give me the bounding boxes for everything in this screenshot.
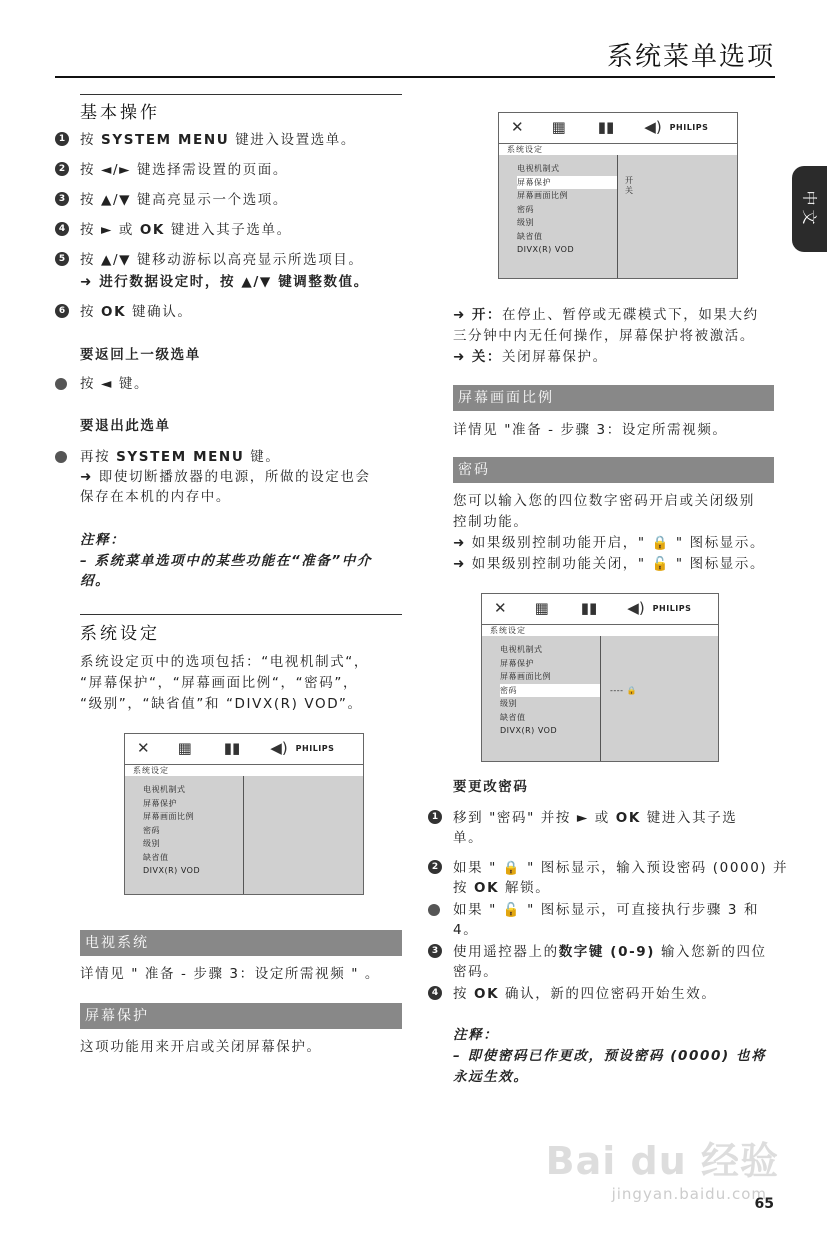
- grid-icon: ▦: [534, 599, 549, 617]
- menu-item-selected: 屏幕保护: [517, 176, 617, 190]
- on-label: 开：: [471, 307, 503, 323]
- system-setup-title: 系统设定: [80, 624, 160, 644]
- speaker-icon: ▮▮: [597, 118, 615, 136]
- s2c: 解锁。: [499, 880, 551, 896]
- step-number: 3: [428, 944, 442, 958]
- menu-list: [517, 162, 617, 257]
- step-number: 6: [55, 304, 69, 318]
- step4-post: 键进入其子选单。: [165, 222, 292, 238]
- tools-icon: ✕: [494, 599, 507, 617]
- password-note-2: 永远生效。: [453, 1069, 529, 1085]
- back-title: 要返回上一级选单: [80, 347, 201, 363]
- step-number: 3: [55, 192, 69, 206]
- step-number: 2: [55, 162, 69, 176]
- password-b2: ➜ 如果级别控制功能关闭，" 🔓 " 图标显示。: [453, 556, 766, 572]
- step-text: [80, 302, 192, 322]
- speaker-icon: ▮▮: [580, 599, 598, 617]
- back-text: 按 ◄ 键。: [80, 376, 150, 392]
- menu-screen-password: [481, 593, 719, 762]
- change-password-title: 要更改密码: [453, 779, 529, 795]
- step-number: 2: [428, 860, 442, 874]
- s5a: 按: [453, 986, 474, 1002]
- step-text: 按 ▲/▼ 键高亮显示一个选项。: [80, 192, 288, 208]
- exit-note-2: 保存在本机的内存中。: [80, 489, 231, 505]
- menu-item: 电视机制式: [517, 164, 560, 173]
- tools-icon: ✕: [511, 118, 524, 136]
- password-bar: 密码: [453, 457, 774, 483]
- menu-divider: [243, 776, 244, 894]
- menu-divider: [600, 636, 601, 761]
- s1b: 键进入其子选: [640, 810, 738, 826]
- bullet: [55, 378, 67, 390]
- change-step-2-cont: [453, 878, 550, 898]
- step-number: 1: [55, 132, 69, 146]
- menu-divider: [617, 155, 618, 278]
- step-number: 4: [55, 222, 69, 236]
- change-step-3: [453, 942, 767, 962]
- screensaver-text: 这项功能用来开启或关闭屏幕保护。: [80, 1039, 322, 1055]
- step4-pre: 按 ► 或: [80, 222, 140, 238]
- menu-icon-bar: [482, 594, 718, 622]
- section-rule: [80, 94, 402, 95]
- step6-key: OK: [101, 304, 127, 320]
- menu-body: [125, 776, 363, 894]
- title-rule: [55, 76, 775, 78]
- step-text: 按 ◄/► 键选择需设置的页面。: [80, 162, 288, 178]
- s2b: 按: [453, 880, 474, 896]
- menu-item: DIVX(R) VOD: [143, 866, 201, 875]
- bullet: [428, 904, 440, 916]
- change-step-1: [453, 808, 737, 828]
- menu-item: 密码: [517, 204, 534, 214]
- menu-item: 电视机制式: [500, 645, 543, 654]
- password-value: ----: [610, 686, 624, 695]
- exit-note-1: ➜ 即使切断播放器的电源，所做的设定也会: [80, 469, 371, 485]
- basic-title: 基本操作: [80, 103, 160, 123]
- system-setup-p1: 系统设定页中的选项包括：“电视机制式“，: [80, 654, 369, 670]
- menu-icon-bar: [125, 734, 363, 762]
- s1a: 移到 "密码" 并按 ► 或: [453, 810, 616, 826]
- grid-icon: ▦: [551, 118, 566, 136]
- tv-system-bar: 电视系统: [80, 930, 402, 956]
- change-bullet-cont: 4。: [453, 922, 479, 938]
- bullet: [55, 451, 67, 463]
- page-number: 65: [754, 1196, 774, 1212]
- step-number: 5: [55, 252, 69, 266]
- s5b: 确认，新的四位密码开始生效。: [499, 986, 717, 1002]
- exit-pre: 再按: [80, 449, 117, 465]
- password-p1: 您可以输入您的四位数字密码开启或关闭级别: [453, 493, 755, 509]
- menu-subtitle: 系统设定: [499, 143, 737, 156]
- section-rule: [80, 614, 402, 615]
- step-text: [80, 130, 356, 150]
- step1-pre: 按: [80, 132, 101, 148]
- page-title: 系统菜单选项: [606, 42, 775, 72]
- password-note-label: 注释：: [453, 1027, 499, 1043]
- password-field: [610, 684, 637, 698]
- exit-post: 键。: [244, 449, 281, 465]
- brand-label: PHILIPS: [295, 743, 335, 753]
- tools-icon: ✕: [137, 739, 150, 757]
- language-tab-label: 中文: [800, 189, 819, 229]
- menu-item: 密码: [143, 825, 160, 835]
- lock-icon: 🔒: [626, 686, 638, 695]
- step-text: 按 ▲/▼ 键移动游标以高亮显示所选项目。: [80, 252, 364, 268]
- screensaver-off: ➜ 关：关闭屏幕保护。: [453, 349, 608, 365]
- change-step-2: 如果 " 🔒 " 图标显示，输入预设密码 (0000) 并: [453, 860, 789, 876]
- menu-item: 级别: [143, 839, 160, 848]
- step6-pre: 按: [80, 304, 101, 320]
- option-off: 关: [625, 186, 634, 195]
- s4key: 数字键 (0-9): [558, 944, 656, 960]
- password-p2: 控制功能。: [453, 514, 529, 530]
- menu-icon-bar: [499, 113, 737, 141]
- on-text-1: 在停止、暂停或无碟模式下，如果大约: [502, 307, 759, 323]
- step4-key: OK: [139, 222, 165, 238]
- screensaver-bar: 屏幕保护: [80, 1003, 402, 1029]
- screensaver-options: [625, 176, 634, 196]
- note-line-1: – 系统菜单选项中的某些功能在“准备”中介: [80, 553, 372, 569]
- menu-item: DIVX(R) VOD: [500, 726, 558, 735]
- s2key: OK: [474, 880, 500, 896]
- menu-list: [500, 643, 600, 738]
- password-b1: ➜ 如果级别控制功能开启，" 🔒 " 图标显示。: [453, 535, 766, 551]
- grid-icon: ▦: [177, 739, 192, 757]
- menu-item: 级别: [517, 218, 534, 227]
- menu-item: 缺省值: [500, 712, 526, 722]
- screensaver-on-2: 三分钟中内无任何操作，屏幕保护将被激活。: [453, 328, 755, 344]
- step-text: [80, 220, 292, 240]
- menu-item: 屏幕画面比例: [500, 672, 551, 681]
- step1-key: SYSTEM MENU: [101, 132, 230, 148]
- audio-icon: ◀): [270, 739, 288, 757]
- password-note-1: – 即使密码已作更改，预设密码 (0000) 也将: [453, 1048, 767, 1064]
- audio-icon: ◀): [644, 118, 662, 136]
- menu-item-selected: 密码: [500, 684, 600, 698]
- system-setup-p2: “屏幕保护“，“屏幕画面比例“，“密码”，: [80, 675, 359, 691]
- off-text: 关闭屏幕保护。: [502, 349, 608, 365]
- watermark-url: jingyan.baidu.com: [611, 1185, 767, 1203]
- exit-text: [80, 447, 281, 467]
- step6-post: 键确认。: [126, 304, 193, 320]
- aspect-bar: 屏幕画面比例: [453, 385, 774, 411]
- watermark-logo: Bai du 经验: [545, 1139, 779, 1183]
- menu-screen-general: [124, 733, 364, 895]
- brand-label: PHILIPS: [669, 122, 709, 132]
- screensaver-on-1: ➜ 开：在停止、暂停或无碟模式下，如果大约: [453, 307, 759, 323]
- speaker-icon: ▮▮: [223, 739, 241, 757]
- brand-label: PHILIPS: [652, 603, 692, 613]
- language-tab: [792, 166, 827, 252]
- audio-icon: ◀): [627, 599, 645, 617]
- menu-body: [482, 636, 718, 761]
- step-number: 4: [428, 986, 442, 1000]
- menu-subtitle: 系统设定: [482, 624, 718, 637]
- option-on: 开: [625, 176, 634, 185]
- step1-post: 键进入设置选单。: [229, 132, 357, 148]
- note-label: 注释：: [80, 532, 126, 548]
- aspect-text: 详情见 "准备 - 步骤 3：设定所需视频。: [453, 422, 728, 438]
- system-setup-p3: “级别”，“缺省值”和 “DIVX(R) VOD”。: [80, 696, 363, 712]
- step5-sub: ➜ 进行数据设定时，按 ▲/▼ 键调整数值。: [80, 274, 369, 290]
- menu-subtitle: 系统设定: [125, 764, 363, 777]
- change-step-1-cont: 单。: [453, 830, 484, 846]
- s5key: OK: [474, 986, 500, 1002]
- s4a: 使用遥控器上的: [453, 944, 559, 960]
- change-step-3-cont: 密码。: [453, 964, 499, 980]
- change-bullet: 如果 " 🔓 " 图标显示，可直接执行步骤 3 和: [453, 902, 760, 918]
- menu-item: 级别: [500, 699, 517, 708]
- menu-item: 屏幕画面比例: [517, 191, 568, 200]
- menu-item: 屏幕保护: [143, 798, 177, 808]
- menu-item: 缺省值: [517, 231, 543, 241]
- exit-title: 要退出此选单: [80, 418, 171, 434]
- exit-key: SYSTEM MENU: [116, 449, 245, 465]
- menu-item: 缺省值: [143, 852, 169, 862]
- menu-item: 屏幕保护: [500, 658, 534, 668]
- menu-item: 电视机制式: [143, 785, 186, 794]
- menu-screen-screensaver: [498, 112, 738, 279]
- change-step-4: [453, 984, 716, 1004]
- menu-list: [143, 783, 243, 878]
- off-label: 关：: [471, 349, 503, 365]
- step-number: 1: [428, 810, 442, 824]
- s1key: OK: [615, 810, 641, 826]
- s4b: 输入您新的四位: [655, 944, 767, 960]
- menu-item: DIVX(R) VOD: [517, 245, 575, 254]
- menu-body: [499, 155, 737, 278]
- menu-item: 屏幕画面比例: [143, 812, 194, 821]
- note-line-2: 绍。: [80, 573, 111, 589]
- tv-system-text: 详情见 " 准备 - 步骤 3：设定所需视频 " 。: [80, 966, 381, 982]
